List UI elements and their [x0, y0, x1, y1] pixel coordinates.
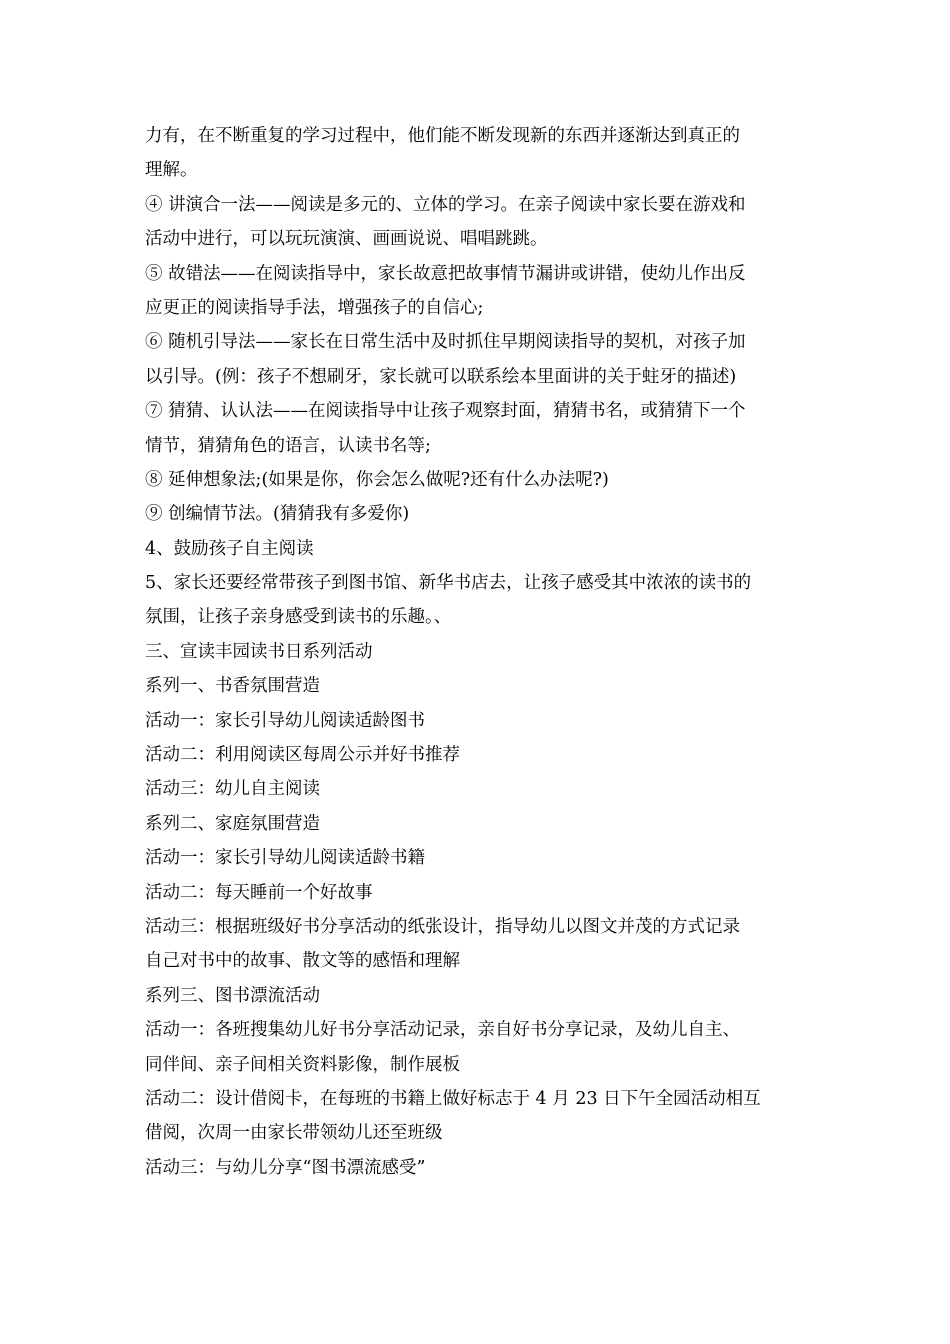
series-heading: 系列三、图书漂流活动	[145, 985, 320, 1006]
text-line: 应更正的阅读指导手法，增强孩子的自信心;	[145, 297, 484, 318]
text-line: 理解。	[145, 160, 198, 181]
section-heading: 三、宣读丰园读书日系列活动	[145, 641, 373, 662]
activity-line: 活动三：幼儿自主阅读	[145, 779, 320, 800]
text-line: ⑤ 故错法——在阅读指导中，家长故意把故事情节漏讲或讲错，使幼儿作出反	[145, 263, 746, 284]
text-line: 氛围，让孩子亲身感受到读书的乐趣。、	[145, 607, 452, 628]
section-heading: 4、鼓励孩子自主阅读	[145, 538, 314, 559]
text-line: 力有，在不断重复的学习过程中，他们能不断发现新的东西并逐渐达到真正的	[145, 126, 740, 146]
activity-line: 活动一：家长引导幼儿阅读适龄书籍	[145, 848, 425, 869]
text-line: ⑧ 延伸想象法;(如果是你，你会怎么做呢?还有什么办法呢?)	[145, 469, 609, 490]
activity-line: 活动二：每天睡前一个好故事	[145, 882, 373, 903]
activity-line: 活动二：利用阅读区每周公示并好书推荐	[145, 745, 460, 766]
activity-line: 活动三：根据班级好书分享活动的纸张设计，指导幼儿以图文并茂的方式记录	[145, 916, 740, 937]
activity-line: 活动二：设计借阅卡，在每班的书籍上做好标志于 4 月 23 日下午全园活动相互	[145, 1088, 761, 1109]
text-line: 以引导。(例：孩子不想刷牙，家长就可以联系绘本里面讲的关于蛀牙的描述)	[145, 366, 737, 387]
activity-line: 活动一：各班搜集幼儿好书分享活动记录，亲自好书分享记录，及幼儿自主、	[145, 1020, 740, 1041]
text-line: ④ 讲演合一法——阅读是多元的、立体的学习。在亲子阅读中家长要在游戏和	[145, 194, 746, 215]
activity-line: 活动一：家长引导幼儿阅读适龄图书	[145, 710, 425, 731]
series-heading: 系列一、书香氛围营造	[145, 676, 320, 697]
text-line: ⑨ 创编情节法。(猜猜我有多爱你)	[145, 504, 410, 525]
series-heading: 系列二、家庭氛围营造	[145, 813, 320, 834]
document-body	[145, 119, 810, 1185]
text-line: ⑦ 猜猜、认认法——在阅读指导中让孩子观察封面，猜猜书名，或猜猜下一个	[145, 401, 746, 422]
text-line: 自己对书中的故事、散文等的感悟和理解	[145, 951, 460, 972]
text-line: ⑥ 随机引导法——家长在日常生活中及时抓住早期阅读指导的契机，对孩子加	[145, 332, 746, 353]
activity-line: 活动三：与幼儿分享“图书漂流感受”	[145, 1157, 426, 1178]
text-line: 借阅，次周一由家长带领幼儿还至班级	[145, 1123, 443, 1144]
text-line: 活动中进行，可以玩玩演演、画画说说、唱唱跳跳。	[145, 229, 548, 250]
text-line: 情节，猜猜角色的语言，认读书名等;	[145, 435, 431, 456]
text-line: 同伴间、亲子间相关资料影像，制作展板	[145, 1054, 460, 1075]
text-line: 5、家长还要经常带孩子到图书馆、新华书店去，让孩子感受其中浓浓的读书的	[145, 573, 752, 594]
